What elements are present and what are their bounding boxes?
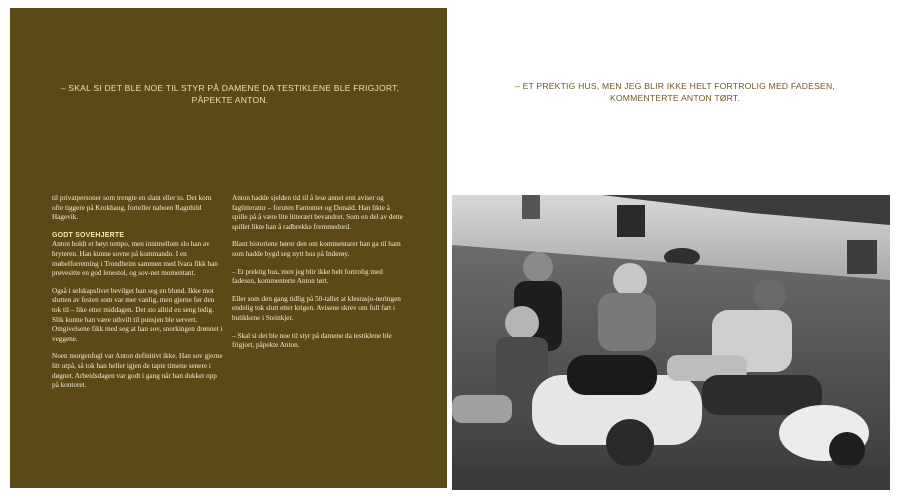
family-photo-illustration xyxy=(452,195,890,490)
paragraph: Også i selskapslivet bevilget han seg en blund. Ikke mot slutten av festen som var mer vanlig, men gjerne før den tok til – like etter middagen. Det sto alltid en seng ledig. Slik kunne han være uthvilt til punsjen ble servert. Omgivelsene fikk med seg at han sov, snorkingen drønnet i veggene. xyxy=(52,286,223,343)
pull-quote-left: – SKAL SI DET BLE NOE TIL STYR PÅ DAMENE DA TESTIKLENE BLE FRIGJORT, PÅPEKTE ANTON. xyxy=(60,83,400,105)
paragraph: Anton holdt et høyt tempo, men innimellom slo han av bryteren. Han kunne sovne på kommando. I en møbelforretning i Trondheim sammen med Ivara fikk han prøvesitte en god lenestol, og sov-net momentant. xyxy=(52,240,218,278)
paragraph: – Skal si det ble noe til styr på damene da testiklene ble frigjort, påpekte Anton. xyxy=(232,331,392,350)
paragraph: Anton hadde sjelden tid til å lese annet enn aviser og faglitteratur – foruten Fantomet og Donald. Han likte å spille på å være lite litterært bevandret. Som en del av dette spillet likte han å radbrekke fremmedord. xyxy=(232,194,403,231)
text-column-2 xyxy=(232,194,404,359)
paragraph: Eller som den gang tidlig på 50-tallet at klesrasjo-neringen endelig tok slutt etter krigen. Avisene skrev om full fart i butikkene i Steinkjer. xyxy=(232,294,401,322)
text-column-1 xyxy=(52,194,224,399)
family-photo xyxy=(452,195,890,490)
paragraph: Noen morgenfugl var Anton definitivt ikke. Han sov gjerne litt utpå, så tok han heller igjen de tapte timene senere i døgnet. Arbeidsdagen var godt i gang når han dukket opp på kontoret. xyxy=(52,352,223,390)
section-heading: GODT SOVEHJERTE xyxy=(52,231,125,239)
left-page xyxy=(10,8,447,488)
paragraph: Blant historiene hører den om kommentarer han ga til ham som hadde bygd seg nytt hus på Inderøy. xyxy=(232,240,401,258)
pull-quote-right: – ET PREKTIG HUS, MEN JEG BLIR IKKE HELT FORTROLIG MED FADESEN, KOMMENTERTE ANTON TØRT. xyxy=(515,81,835,103)
paragraph: til privatpersoner som trengte en slant eller to. Det kom ofte tiggere på Krokhaug, forteller naboen Ragnhild Hagevik. xyxy=(52,194,212,222)
paragraph: – Et prektig hus, men jeg blir ikke helt fortrolig med fadesen, kommenterte Anton tørt. xyxy=(232,267,383,286)
